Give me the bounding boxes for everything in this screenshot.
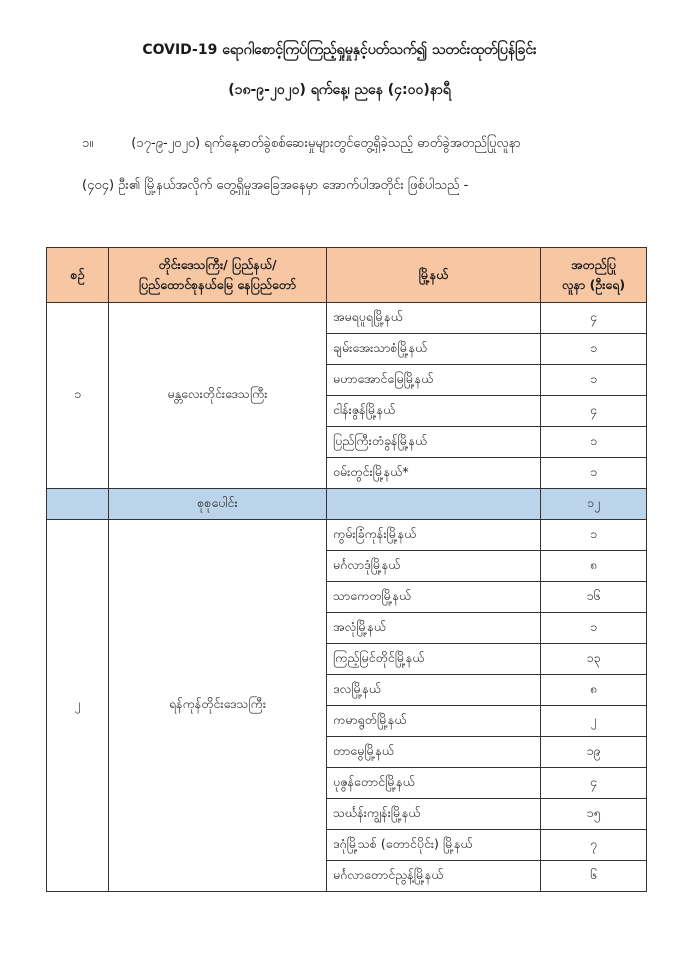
- group1-region: မန္တလေးတိုင်းဒေသကြီး: [109, 303, 327, 489]
- count-cell: ၇: [541, 830, 647, 861]
- table-header-row: [47, 248, 647, 303]
- count-cell: ၁: [541, 427, 647, 458]
- paragraph-line-1: [82, 135, 521, 154]
- group2-serial: ၂: [47, 520, 109, 892]
- header-count-line1: အတည်ပြု: [571, 257, 616, 272]
- township-cell: အလုံမြို့နယ်: [327, 613, 541, 644]
- paragraph-text-1: (၁၇-၉-၂၀၂၀) ရက်နေ့ဓာတ်ခွဲစစ်ဆေးမှုများတွင်တွေ့ရှိခဲ့သည့် ဓာတ်ခွဲအတည်ပြုလူနာ: [131, 136, 521, 151]
- paragraph-line-2: (၄၀၄) ဦး၏ မြို့နယ်အလိုက် တွေ့ရှိမှုအခြေအနေမှာ အောက်ပါအတိုင်း ဖြစ်ပါသည် -: [82, 178, 469, 193]
- header-township: မြို့နယ်: [327, 248, 541, 303]
- group2-region: ရန်ကုန်တိုင်းဒေသကြီး: [109, 520, 327, 892]
- count-cell: ၁: [541, 458, 647, 489]
- total-count: ၁၂: [541, 489, 647, 520]
- cases-table: [46, 247, 647, 892]
- header-serial: စဉ်: [47, 248, 109, 303]
- count-cell: ၈: [541, 675, 647, 706]
- township-cell: ချမ်းအေးသာစံမြို့နယ်: [327, 334, 541, 365]
- count-cell: ၄: [541, 396, 647, 427]
- total-row: [47, 489, 647, 520]
- township-cell: မဟာအောင်မြေမြို့နယ်: [327, 365, 541, 396]
- table-row: [47, 303, 647, 334]
- count-cell: ၁: [541, 613, 647, 644]
- count-cell: ၁: [541, 365, 647, 396]
- township-cell: ပုဇွန်တောင်မြို့နယ်: [327, 768, 541, 799]
- count-cell: ၁၆: [541, 582, 647, 613]
- document-title: COVID-19 ရောဂါစောင့်ကြပ်ကြည့်ရှုမှုနှင့်ပတ်သက်၍ သတင်းထုတ်ပြန်ခြင်း: [142, 42, 537, 58]
- document-subtitle: (၁၈-၉-၂၀၂၀) ရက်နေ့၊ ညနေ (၄:၀၀)နာရီ: [228, 82, 451, 98]
- township-cell: ပြည်ကြီးတံခွန်မြို့နယ်: [327, 427, 541, 458]
- group1-serial: ၁: [47, 303, 109, 489]
- header-region-line1: တိုင်းဒေသကြီး/ ပြည်နယ်/: [158, 257, 277, 272]
- count-cell: ၄: [541, 303, 647, 334]
- township-cell: တာမွေမြို့နယ်: [327, 737, 541, 768]
- township-cell: ဒလမြို့နယ်: [327, 675, 541, 706]
- township-cell: ကွမ်းခြံကုန်းမြို့နယ်: [327, 520, 541, 551]
- township-cell: ငါန်းဇွန်မြို့နယ်: [327, 396, 541, 427]
- count-cell: ၁၉: [541, 737, 647, 768]
- township-cell: မင်္ဂလာတောင်ညွန့်မြို့နယ်: [327, 861, 541, 892]
- header-count: [541, 248, 647, 303]
- township-cell: အမရပူရမြို့နယ်: [327, 303, 541, 334]
- township-cell: သင်္ဃန်းကျွန်းမြို့နယ်: [327, 799, 541, 830]
- count-cell: ၄: [541, 768, 647, 799]
- total-blank-cell: [327, 489, 541, 520]
- count-cell: ၁: [541, 334, 647, 365]
- total-label: စုစုပေါင်း: [109, 489, 327, 520]
- township-cell: ကြည့်မြင်တိုင်မြို့နယ်: [327, 644, 541, 675]
- count-cell: ၂: [541, 706, 647, 737]
- count-cell: ၁၃: [541, 644, 647, 675]
- paragraph-number: ၁။: [82, 136, 94, 151]
- total-blank-cell: [47, 489, 109, 520]
- township-cell: သာကေတမြို့နယ်: [327, 582, 541, 613]
- header-region: [109, 248, 327, 303]
- header-region-line2: ပြည်ထောင်စုနယ်မြေ နေပြည်တော်: [138, 277, 297, 292]
- township-cell: ဒဂုံမြို့သစ် (တောင်ပိုင်း) မြို့နယ်: [327, 830, 541, 861]
- township-cell: ဝမ်းတွင်းမြို့နယ်*: [327, 458, 541, 489]
- township-cell: မင်္ဂလာဒုံမြို့နယ်: [327, 551, 541, 582]
- table-row: [47, 520, 647, 551]
- header-count-line2: လူနာ (ဦးရေ): [561, 277, 626, 292]
- count-cell: ၁: [541, 520, 647, 551]
- township-cell: ကမာရွတ်မြို့နယ်: [327, 706, 541, 737]
- count-cell: ၆: [541, 861, 647, 892]
- count-cell: ၁၅: [541, 799, 647, 830]
- count-cell: ၈: [541, 551, 647, 582]
